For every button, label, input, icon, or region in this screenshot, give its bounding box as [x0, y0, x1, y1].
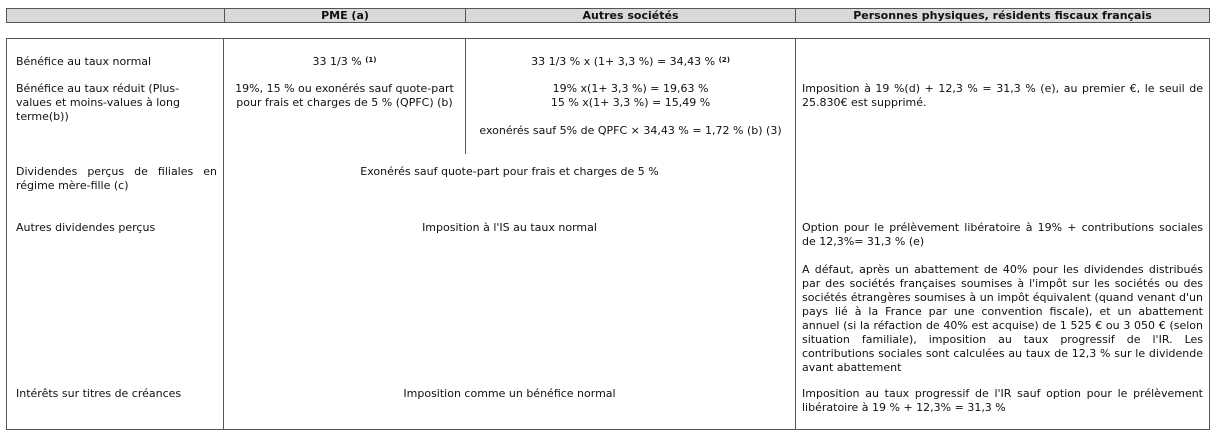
cell-autres: 19% x(1+ 3,3 %) = 19,63 % 15 % x(1+ 3,3 %) = 15,49 %	[550, 82, 711, 109]
cell-personnes-physiques: Option pour le prélèvement libératoire à 19% + contributions sociales de 12,3%= 31,3 % (e)	[802, 221, 1203, 248]
row-label: Autres dividendes perçus	[16, 221, 156, 234]
cell-pme: 19%, 15 % ou exonérés sauf quote-part pour frais et charges de 5 % (QPFC) (b)	[235, 82, 454, 109]
header-pme: PME (a)	[225, 9, 466, 22]
cell-personnes-physiques-detail: A défaut, après un abattement de 40% pour les dividendes distribués par des sociétés françaises soumises à l'impôt sur les sociétés ou des sociétés étrangères soumises à un impôt équivalent (quand venant d'un pays lié à la France par une convention fiscale), et un abattement annuel (si la réfaction de 40% est acquise) de 1 525 € ou 3 050 € (selon situation familiale), imposition au taux progressif de l'IR. Les contributions sociales sont calculées au taux de 12,3 % sur le dividende avant abattement	[802, 263, 1203, 374]
row-label: Intérêts sur titres de créances	[16, 387, 182, 400]
cell-personnes-physiques: Imposition à 19 %(d) + 12,3 % = 31,3 % (e), au premier €, le seuil de 25.830€ est supprimé.	[802, 82, 1203, 109]
row-label: Dividendes perçus de filiales en régime mère-fille (c)	[16, 165, 217, 192]
cell-merged: Exonérés sauf quote-part pour frais et charges de 5 %	[360, 165, 659, 178]
footnote-marker: (1)	[365, 56, 377, 64]
footnote-marker: (2)	[718, 56, 730, 64]
cell-pme: 33 1/3 % $^{(1)}$	[312, 55, 377, 68]
row-label: Bénéfice au taux réduit (Plus-values et moins-values à long terme(b))	[16, 82, 180, 123]
table-header	[6, 8, 1210, 23]
header-autres-societes: Autres sociétés	[466, 9, 796, 22]
cell-autres: 33 1/3 % x (1+ 3,3 %) = 34,43 % $^{(2)}$	[531, 55, 730, 68]
cell-merged: Imposition comme un bénéfice normal	[403, 387, 616, 400]
header-personnes-physiques: Personnes physiques, résidents fiscaux français	[853, 9, 1152, 22]
column-divider	[795, 39, 796, 429]
table-body	[6, 38, 1210, 430]
header-empty-cell	[7, 9, 225, 22]
cell-personnes-physiques: Imposition au taux progressif de l'IR sauf option pour le prélèvement libératoire à 19 % + 12,3% = 31,3 %	[802, 387, 1203, 414]
row-label: Bénéfice au taux normal	[16, 55, 152, 68]
cell-autres-exoneres: exonérés sauf 5% de QPFC × 34,43 % = 1,72 % (b) (3)	[479, 124, 782, 137]
cell-merged: Imposition à l'IS au taux normal	[422, 221, 597, 234]
